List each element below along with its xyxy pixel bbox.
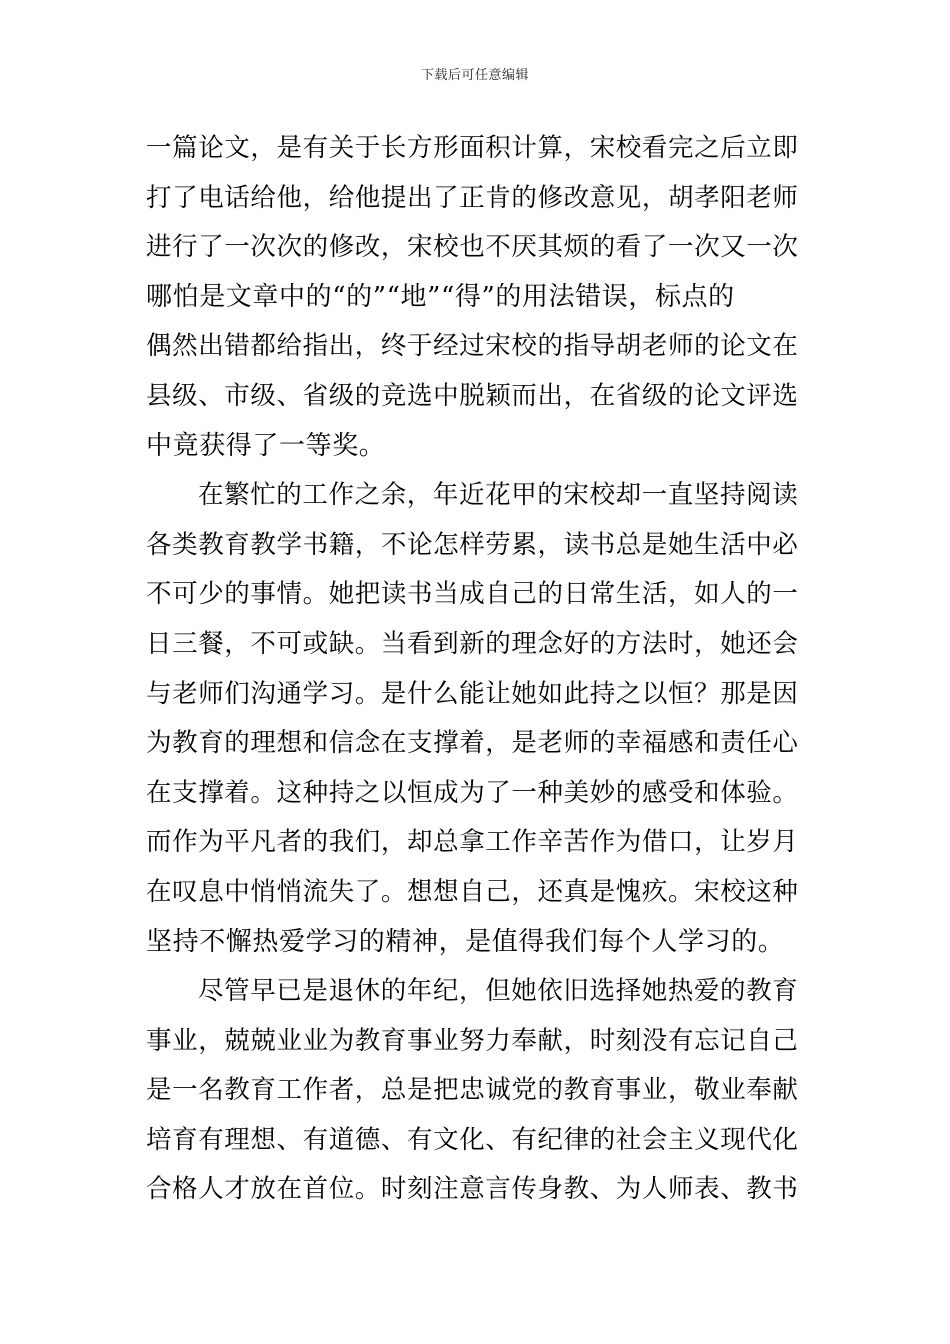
text-line: 与老师们沟通学习。是什么能让她如此持之以恒？那是因	[146, 678, 799, 709]
document-body	[146, 124, 806, 1215]
text-line: 在叹息中悄悄流失了。想想自己，还真是愧疚。宋校这种	[146, 876, 799, 907]
text-line: 事业，兢兢业业为教育事业努力奉献，时刻没有忘记自己	[146, 1025, 799, 1056]
text-line: 合格人才放在首位。时刻注意言传身教、为人师表、教书	[146, 1174, 799, 1205]
text-line: 培育有理想、有道德、有文化、有纪律的社会主义现代化	[146, 1124, 799, 1155]
text-line: 在支撑着。这种持之以恒成为了一种美妙的感受和体验。	[146, 777, 799, 808]
text-line: 各类教育教学书籍，不论怎样劳累，读书总是她生活中必	[146, 529, 799, 560]
text-line: 一篇论文，是有关于长方形面积计算，宋校看完之后立即	[146, 133, 799, 163]
text-line: 偶然出错都给指出，终于经过宋校的指导胡老师的论文在	[146, 331, 799, 362]
page-header: 下载后可任意编辑	[420, 68, 529, 83]
text-line: 县级、市级、省级的竞选中脱颖而出，在省级的论文评选	[146, 380, 799, 411]
text-line: 哪怕是文章中的“的”“地”“得”的用法错误，标点的	[146, 281, 735, 312]
text-line: 打了电话给他，给他提出了正肯的修改意见，胡孝阳老师	[146, 182, 799, 213]
text-line: 日三餐，不可或缺。当看到新的理念好的方法时，她还会	[146, 628, 799, 659]
text-line: 是一名教育工作者，总是把忠诚党的教育事业，敬业奉献	[146, 1075, 799, 1106]
text-line: 尽管早已是退休的年纪，但她依旧选择她热爱的教育	[198, 976, 799, 1007]
text-line: 为教育的理想和信念在支撑着，是老师的幸福感和责任心	[146, 728, 799, 759]
text-line: 中竟获得了一等奖。	[146, 430, 386, 461]
text-line: 坚持不懈热爱学习的精神，是值得我们每个人学习的。	[146, 926, 785, 957]
text-line: 不可少的事情。她把读书当成自己的日常生活，如人的一	[146, 579, 799, 610]
text-line: 而作为平凡者的我们，却总拿工作辛苦作为借口，让岁月	[146, 827, 799, 858]
text-line: 在繁忙的工作之余，年近花甲的宋校却一直坚持阅读	[198, 480, 799, 511]
text-line: 进行了一次次的修改，宋校也不厌其烦的看了一次又一次	[146, 232, 799, 263]
